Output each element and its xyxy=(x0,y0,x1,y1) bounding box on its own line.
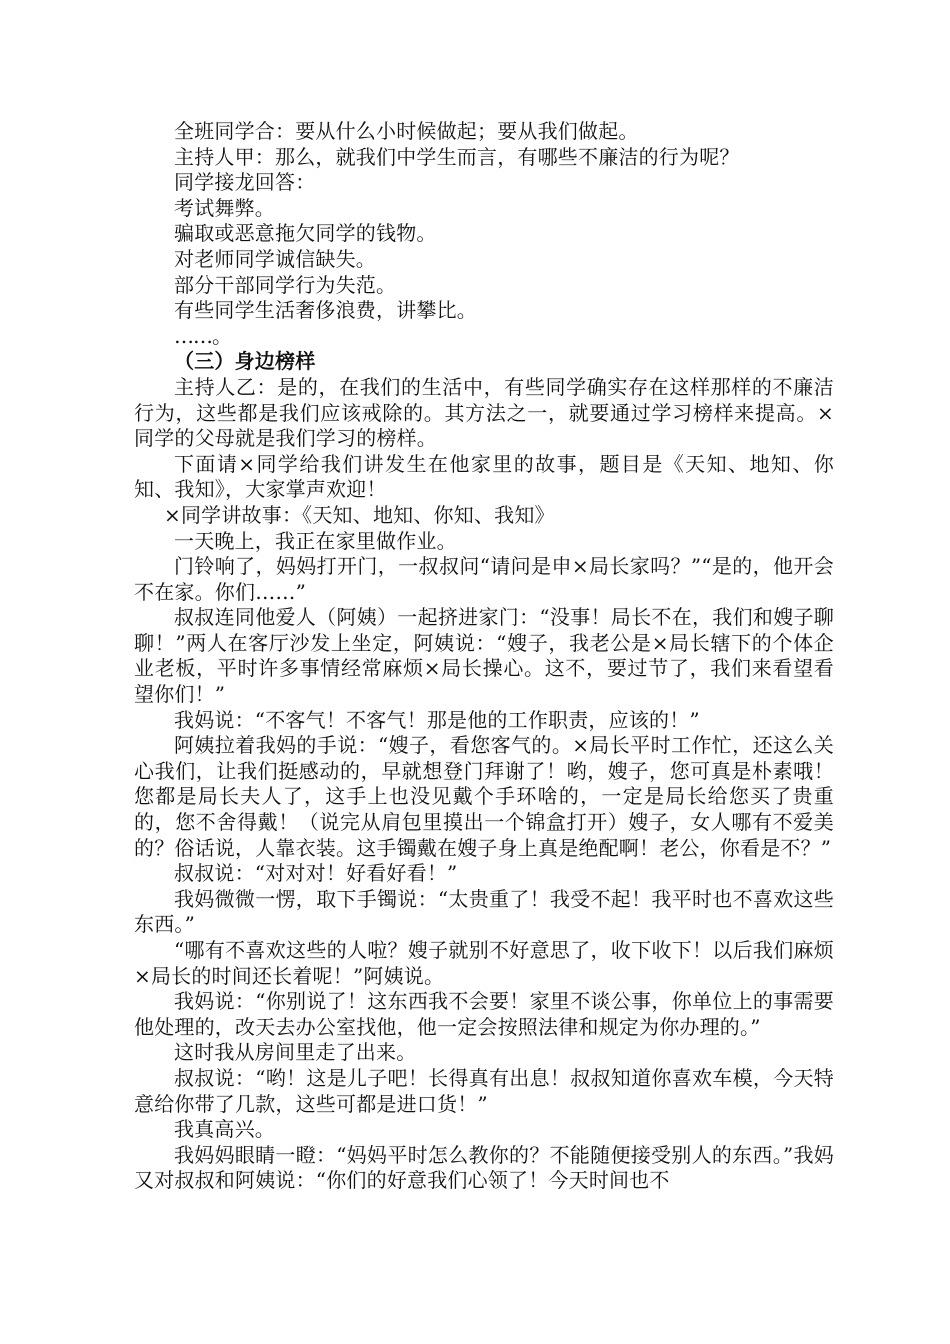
paragraph: 我真高兴。 xyxy=(174,1117,275,1142)
paragraph: 我妈说：“不客气！不客气！那是他的工作职责，应该的！” xyxy=(174,707,700,732)
paragraph: 我妈说：“你别说了！这东西我不会要！家里不谈公事，你单位上的事需要他处理的，改天去办公室找他，他一定会按照法律和规定为你办理的。” xyxy=(134,989,834,1039)
paragraph: 叔叔说：“哟！这是儿子吧！长得真有出息！叔叔知道你喜欢车模，今天特意给你带了几款，这些可都是进口货！” xyxy=(134,1065,834,1116)
text-line: 对老师同学诚信缺失。 xyxy=(174,246,376,271)
text-line: 部分干部同学行为失范。 xyxy=(174,272,397,297)
paragraph: 我妈妈眼睛一瞪：“妈妈平时怎么教你的？不能随便接受别人的东西。”我妈又对叔叔和阿姨说：“你们的好意我们心领了！今天时间也不 xyxy=(134,1142,834,1193)
text-line: 考试舞弊。 xyxy=(174,195,275,220)
paragraph: 下面请×同学给我们讲发生在他家里的故事，题目是《天知、地知、你知、我知》，大家掌声欢迎！ xyxy=(134,451,834,502)
text-line: 主持人甲：那么，就我们中学生而言，有哪些不廉洁的行为呢？ xyxy=(174,144,740,169)
paragraph: 一天晚上，我正在家里做作业。 xyxy=(174,528,457,553)
text-line: 同学接龙回答： xyxy=(174,170,316,195)
paragraph: 主持人乙：是的，在我们的生活中，有些同学确实存在这样那样的不廉洁行为，这些都是我们应该戒除的。其方法之一，就要通过学习榜样来提高。×同学的父母就是我们学习的榜样。 xyxy=(134,374,834,451)
paragraph: 门铃响了，妈妈打开门，一叔叔问“请问是申×局长家吗？”“是的，他开会不在家。你们……” xyxy=(134,554,834,604)
paragraph: 阿姨拉着我妈的手说：“嫂子，看您客气的。×局长平时工作忙，还这么关心我们，让我们挺感动的，早就想登门拜谢了！哟，嫂子，您可真是朴素哦！您都是局长夫人了，这手上也没见戴个手环啥的，一定是局长给您买了贵重的，您不舍得戴！（说完从肩包里摸出一个锦盒打开）嫂子，女人哪有不爱美的？俗话说，人靠衣装。这手镯戴在嫂子身上真是绝配啊！老公，你看是不？” xyxy=(134,733,834,860)
paragraph: “哪有不喜欢这些的人啦？嫂子就别不好意思了，收下收下！以后我们麻烦×局长的时间还长着呢！”阿姨说。 xyxy=(134,938,834,988)
text-line: 有些同学生活奢侈浪费，讲攀比。 xyxy=(174,298,477,323)
document-body xyxy=(134,119,834,1194)
text-line: 骗取或恶意拖欠同学的钱物。 xyxy=(174,221,437,246)
paragraph: 叔叔说：“对对对！好看好看！” xyxy=(174,861,458,886)
text-line: 全班同学合：要从什么小时候做起；要从我们做起。 xyxy=(174,119,639,143)
paragraph: ×同学讲故事：《天知、地知、你知、我知》 xyxy=(164,502,555,527)
paragraph: 这时我从房间里走了出来。 xyxy=(174,1040,417,1065)
section-heading: （三）身边榜样 xyxy=(174,349,316,374)
paragraph: 我妈微微一愣，取下手镯说：“太贵重了！我受不起！我平时也不喜欢这些东西。” xyxy=(134,886,834,937)
paragraph: 叔叔连同他爱人（阿姨）一起挤进家门：“没事！局长不在，我们和嫂子聊聊！”两人在客厅沙发上坐定，阿姨说：“嫂子，我老公是×局长辖下的个体企业老板，平时许多事情经常麻烦×局长操心。这不，要过节了，我们来看望看望你们！” xyxy=(134,605,834,707)
ellipsis-line: ……。 xyxy=(174,323,231,348)
